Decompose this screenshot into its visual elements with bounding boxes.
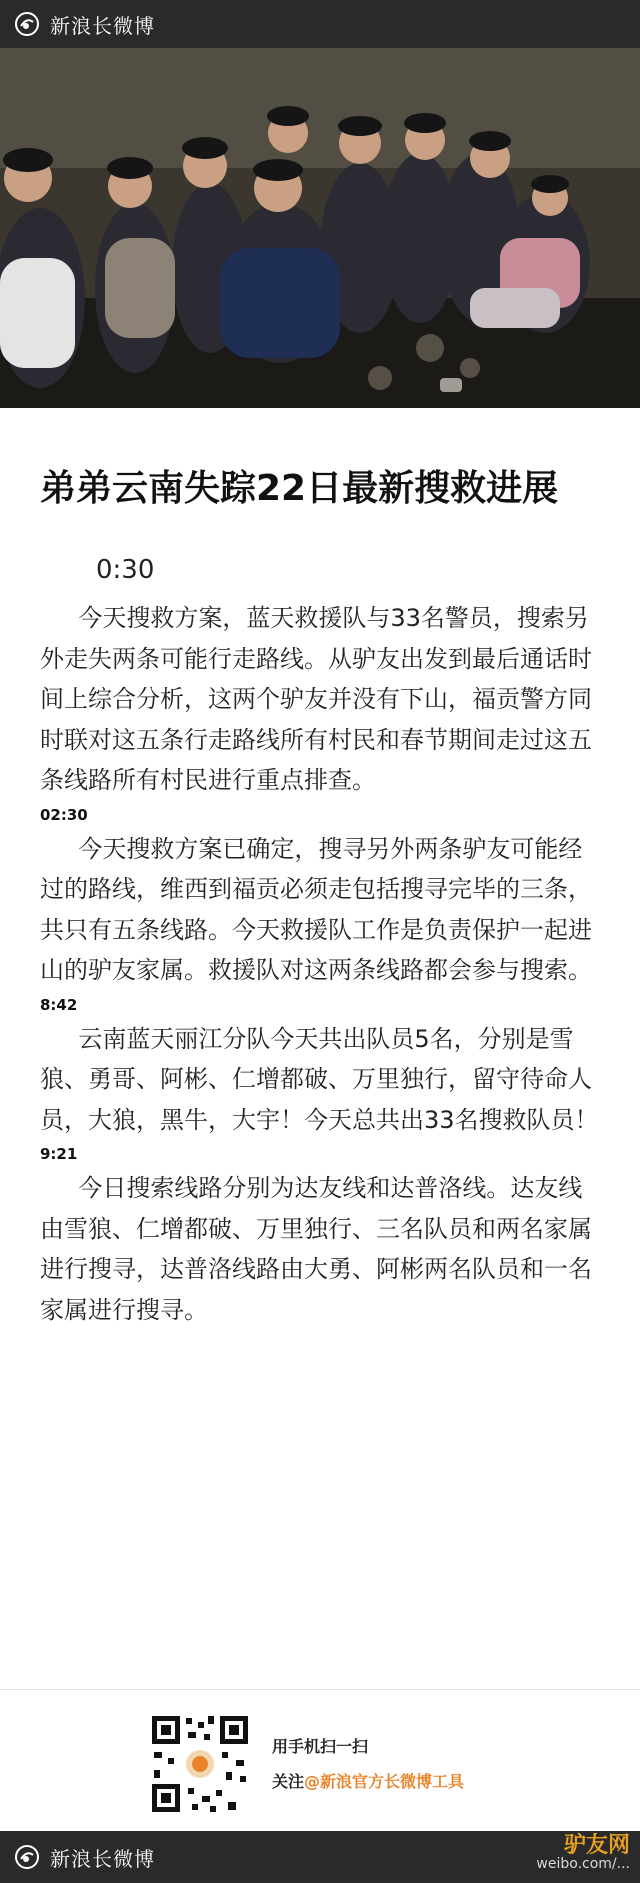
entry-text: 今天搜救方案，蓝天救援队与33名警员，搜索另外走失两条可能行走路线。从驴友出发到最后通话时间上综合分析，这两个驴友并没有下山，福贡警方同时联对这五条行走路线所有村民和春节期间走过这五条线路所有村民进行重点排查。 <box>40 604 592 794</box>
qr-handle-link[interactable]: @新浪官方长微博工具 <box>304 1772 465 1791</box>
bottom-brand: 新浪长微博 <box>50 1846 155 1871</box>
sina-weibo-logo-icon <box>14 1844 40 1870</box>
entry-time: 9:21 <box>40 1145 78 1163</box>
sina-weibo-logo-icon <box>14 11 40 37</box>
footer-qr-section <box>0 1689 640 1832</box>
entry-text: 今天搜救方案已确定，搜寻另外两条驴友可能经过的路线，维西到福贡必须走包括搜寻完毕的三条，共只有五条线路。今天救援队工作是负责保护一起进山的驴友家属。救援队对这两条线路都会参与搜索。 <box>40 834 592 984</box>
photo-illustration <box>0 48 640 408</box>
qr-follow-label: 关注 <box>272 1772 305 1791</box>
top-bar <box>0 0 640 48</box>
top-brand: 新浪长微博 <box>50 13 155 38</box>
hero-group-photo <box>0 48 640 408</box>
qr-caption <box>272 1734 464 1792</box>
entry-0921 <box>40 1144 600 1330</box>
article <box>0 408 640 1330</box>
article-title: 弟弟云南失踪22日最新搜救进展 <box>40 468 559 509</box>
entry-text: 云南蓝天丽江分队今天共出队员5名，分别是雪狼、勇哥、阿彬、仁增都破、万里独行，留守待命人员，大狼，黑牛，大宇！今天总共出33名搜救队员！ <box>40 1024 599 1134</box>
entry-0230 <box>40 805 600 991</box>
qr-follow-line <box>272 1769 464 1792</box>
entry-text: 今日搜索线路分别为达友线和达普洛线。达友线由雪狼、仁增都破、万里独行、三名队员和两名家属进行搜寻，达普洛线路由大勇、阿彬两名队员和一名家属进行搜寻。 <box>40 1174 592 1324</box>
entry-0842 <box>40 995 600 1141</box>
watermark <box>536 1833 630 1873</box>
entry-time: 02:30 <box>40 805 88 824</box>
qr-scan-hint: 用手机扫一扫 <box>272 1737 369 1756</box>
watermark-site: 驴友网 <box>563 1833 630 1858</box>
qr-code-icon[interactable] <box>148 1712 252 1816</box>
entry-time: 0:30 <box>96 555 155 585</box>
watermark-url: weibo.com/... <box>536 1856 630 1872</box>
bottom-bar <box>0 1831 640 1883</box>
entry-time: 8:42 <box>40 995 78 1014</box>
entry-0030 <box>40 552 600 801</box>
